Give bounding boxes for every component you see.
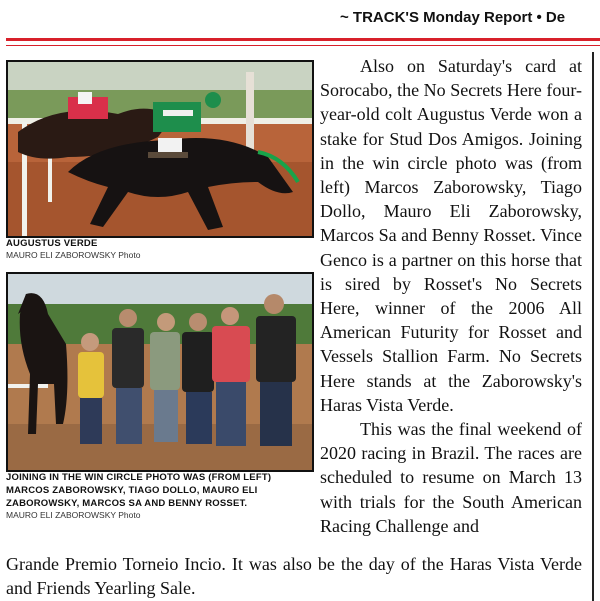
article-continuation [6, 552, 582, 600]
win-circle-photo-image [8, 274, 312, 470]
article-paragraph-2-continued: Grande Premio Torneio Incio. It was also be the day of the Haras Vista Verde and Friends Yearling Sale. [6, 554, 582, 599]
win-circle-photo [6, 272, 314, 472]
article-column [320, 54, 582, 538]
article-paragraph-2: This was the final weekend of 2020 racing in Brazil. The races are scheduled to resume on March 13 with trials for the South American Racing Challenge and [320, 419, 582, 536]
win-circle-caption-line-2: MARCOS ZABOROWSKY, TIAGO DOLLO, MAURO ELI [6, 485, 258, 496]
win-circle-photo-credit: MAURO ELI ZABOROWSKY Photo [6, 510, 141, 520]
race-photo-image [8, 62, 312, 236]
race-photo-caption [6, 237, 310, 261]
column-divider [592, 52, 594, 601]
win-circle-photo-caption [6, 471, 310, 521]
win-circle-caption-line-3: ZABOROWSKY, MARCOS SA AND BENNY ROSSET. [6, 498, 248, 509]
page-header [0, 0, 600, 38]
header-title: ~ TRACK'S Monday Report • De [340, 9, 566, 26]
race-photo [6, 60, 314, 238]
article-paragraph-1: Also on Saturday's card at Sorocabo, the No Secrets Here four-year-old colt Augustus Verde won a stake for Stud Dos Amigos. Joining in the win circle photo was (from left) Marcos Zaborowsky, Tiago Dollo, Mauro Eli Zaborowsky, Marcos Sa and Benny Rosset. Vince Genco is a partner on this horse that is sired by Rosset's No Secrets Here, winner of the 2006 All American Futurity for Rosset and Vessels Stallion Farm. No Secrets Here stands at the Zaborowsky's Haras Vista Verde. [320, 56, 582, 415]
header-rule-thick [6, 38, 600, 41]
header-rule-thin [6, 45, 600, 46]
win-circle-caption-line-1: JOINING IN THE WIN CIRCLE PHOTO WAS (FROM LEFT) [6, 472, 272, 483]
race-photo-credit: MAURO ELI ZABOROWSKY Photo [6, 250, 141, 260]
race-photo-caption-title: AUGUSTUS VERDE [6, 238, 98, 249]
